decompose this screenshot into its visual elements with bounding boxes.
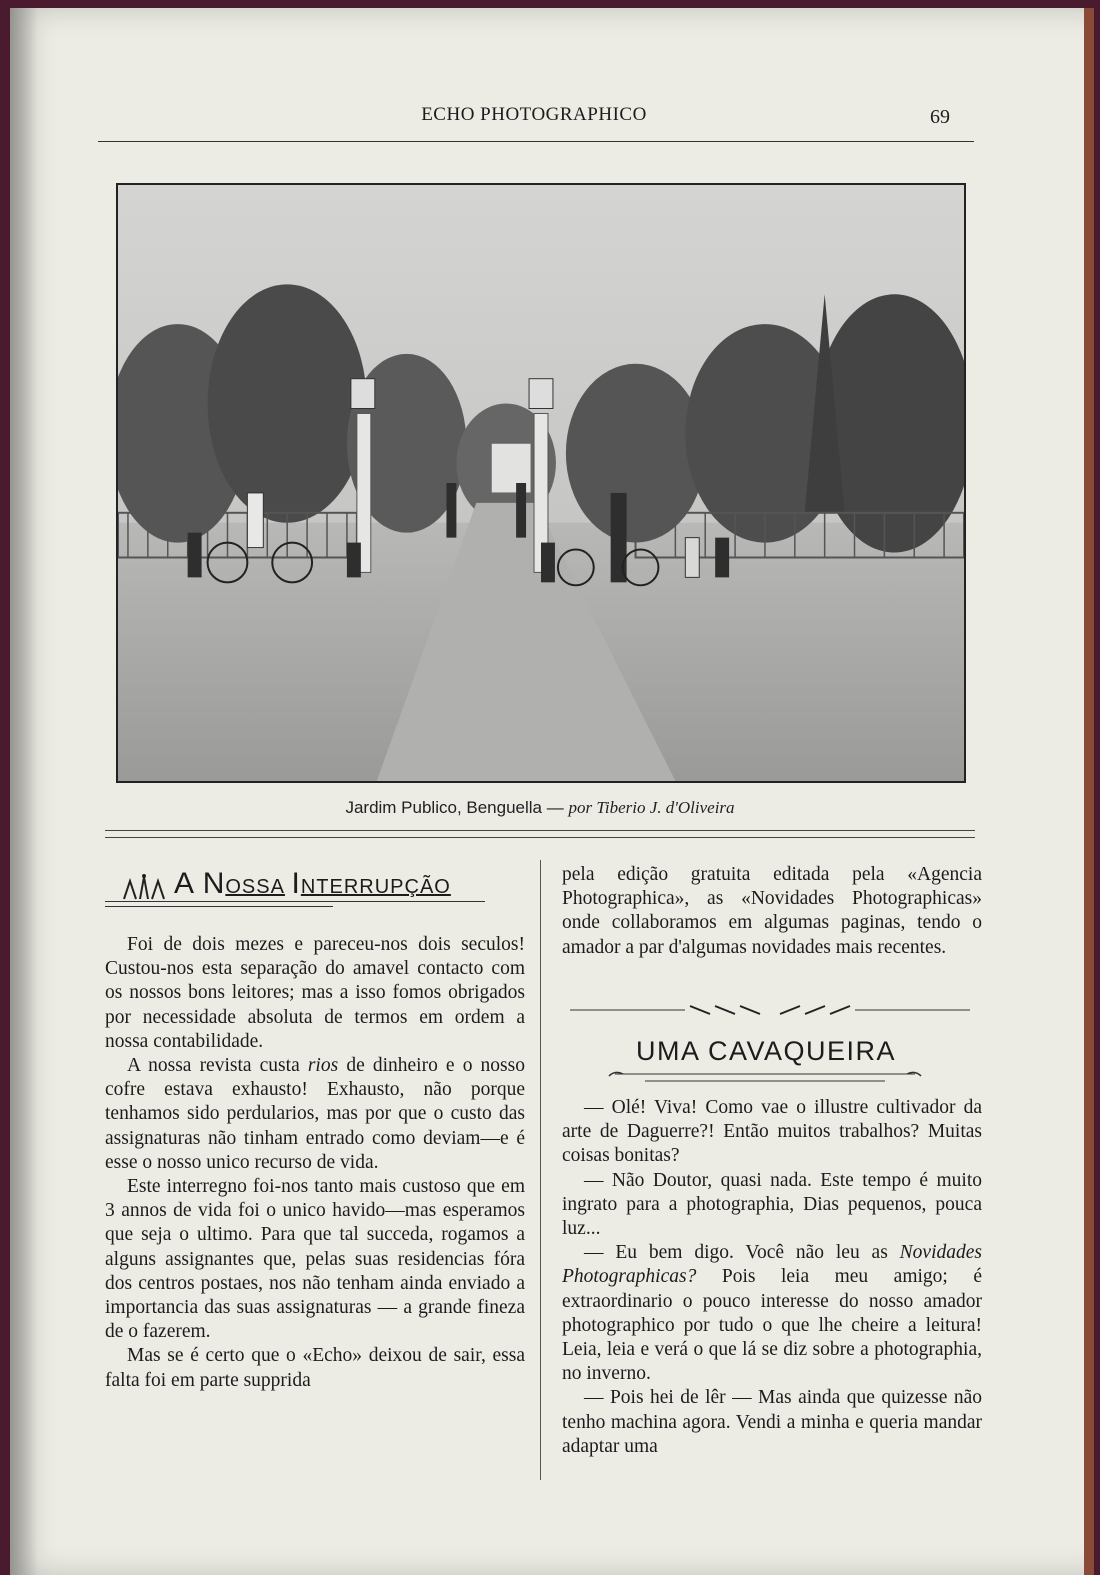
dialogue-4: — Pois hei de lêr — Mas ainda que quizesse não tenho machina agora. Vendi a minha e queria mandar adaptar uma — [562, 1387, 982, 1457]
p2-after: de dinheiro e o nosso cofre estava exhausto! Exhausto, não porque tenhamos sido perdularios, mas por que o custo das assignaturas não tinham entrado como deviam—e é esse o nosso unico recurso de vida. — [105, 1055, 525, 1173]
heading-rule-2 — [105, 906, 333, 907]
section-title-uma-cavaqueira: UMA CAVAQUEIRA — [635, 1036, 897, 1066]
column-right — [562, 863, 982, 960]
paragraph-1: Foi de dois mezes e pareceu-nos dois seculos! Custou-nos esta separação do amavel contacto com os nossos bons leitores; mas a isso fomos obrigados por necessidade absoluta de termos em ordem a nossa contabilidade. — [105, 934, 525, 1052]
p3-after: Pois leia meu amigo; é extraordinario o pouco interesse do nosso amador photographico por tudo o que lhe cheire a leitura! Leia, leia e verá o que lá se diz sobre a photographia, no inverno. — [562, 1266, 982, 1385]
ornamental-divider-icon — [570, 1003, 970, 1017]
header-rule — [98, 141, 974, 142]
title-underline-ornament — [605, 1070, 925, 1086]
continuation-paragraph: pela edição gratuita editada pela «Agencia Photographica», as «Novidades Photographicas» onde collaboramos em algumas paginas, tendo o amador a par d'algumas novidades mais recentes. — [562, 864, 982, 958]
book-spine-shadow — [10, 8, 38, 1575]
caption-place: Jardim Publico, Benguella — [345, 798, 543, 817]
p2-italic: rios — [307, 1055, 339, 1077]
heading-tail: NTERRUPÇÃO — [300, 876, 451, 898]
page — [10, 8, 1094, 1575]
paragraph-2 — [105, 1054, 525, 1175]
photo-caption — [10, 798, 1070, 818]
heading-cap: I — [291, 867, 301, 900]
running-head: ECHO PHOTOGRAPHICO — [421, 104, 647, 125]
dialogue-1: — Olé! Viva! Como vae o illustre cultivador da arte de Daguerre?! Então muitos trabalhos? Muitas coisas bonitas? — [562, 1097, 982, 1167]
page-edge — [1084, 8, 1094, 1575]
heading-mid: OSSA — [225, 876, 285, 898]
p3-before: — Eu bem digo. Você não leu as — [584, 1242, 900, 1264]
cavaqueira-body — [562, 1096, 982, 1459]
p2-before: A nossa revista custa — [127, 1055, 308, 1077]
p3-italic: Novidades Photographicas? — [562, 1242, 982, 1288]
column-left — [105, 933, 525, 1393]
heading-rules — [105, 901, 485, 911]
section-rule-bottom — [105, 837, 975, 838]
article-heading-text — [174, 867, 451, 901]
dialogue-2: — Não Doutor, quasi nada. Este tempo é muito ingrato para a photographia, Dias pequenos, pouca luz... — [562, 1169, 982, 1240]
dialogue-3 — [562, 1241, 982, 1386]
heading-rule-1 — [105, 901, 485, 902]
column-divider — [540, 860, 541, 1480]
art-nouveau-ornament-icon — [122, 873, 166, 901]
photo-illustration — [118, 185, 964, 781]
heading-prefix: A N — [174, 867, 226, 900]
caption-author: por Tiberio J. d'Oliveira — [568, 798, 735, 817]
section-rule-top — [105, 830, 975, 831]
paragraph-3: Este interregno foi-nos tanto mais custoso que em 3 annos de vida foi o unico havido—mas esperamos que seja o ultimo. Para que tal succeda, rogamos a alguns assignantes que, pelas suas residencias fóra dos centros postaes, nos não tenham ainda enviado a importancia das suas assignaturas — a grande fineza de o fazerem. — [105, 1176, 525, 1343]
page-number: 69 — [930, 106, 950, 128]
photograph-jardim-publico — [116, 183, 966, 783]
paragraph-4: Mas se é certo que o «Echo» deixou de sair, essa falta foi em parte supprida — [105, 1345, 525, 1391]
caption-dash: — — [542, 798, 569, 817]
